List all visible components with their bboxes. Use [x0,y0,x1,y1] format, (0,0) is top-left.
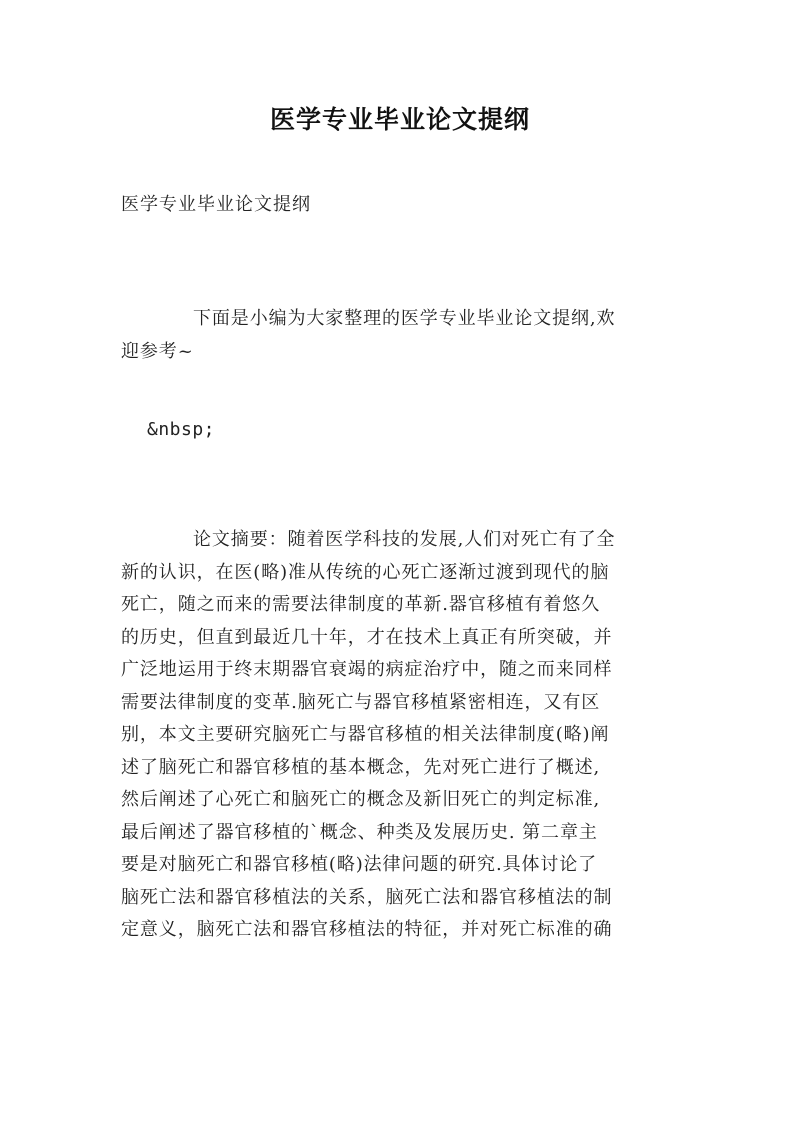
document-subtitle: 医学专业毕业论文提纲 [121,194,311,215]
abstract-line: 死亡，随之而来的需要法律制度的革新.器官移植有着悠久 [121,594,601,615]
abstract-line: 别，本文主要研究脑死亡与器官移植的相关法律制度(略)阐 [121,724,610,745]
abstract-line: 要是对脑死亡和器官移植(略)法律问题的研究.具体讨论了 [121,854,598,875]
abstract-line: 论文摘要：随着医学科技的发展,人们对死亡有了全 [193,529,616,550]
intro-line: 迎参考~ [121,340,194,362]
abstract-line: 定意义，脑死亡法和器官移植法的特征，并对死亡标准的确 [121,919,613,940]
abstract-line: 新的认识，在医(略)准从传统的心死亡逐渐过渡到现代的脑 [121,561,610,583]
document-title: 医学专业毕业论文提纲 [269,105,530,134]
abstract-line: 脑死亡法和器官移植法的关系，脑死亡法和器官移植法的制 [121,886,613,908]
abstract-line: 然后阐述了心死亡和脑死亡的概念及新旧死亡的判定标准, [121,789,601,810]
intro-line: 下面是小编为大家整理的医学专业毕业论文提纲,欢 [193,308,616,329]
abstract-line: 需要法律制度的变革.脑死亡与器官移植紧密相连，又有区 [121,691,601,713]
intro-paragraph [121,303,681,368]
abstract-paragraph [121,524,681,947]
abstract-line: 述了脑死亡和器官移植的基本概念，先对死亡进行了概述, [121,756,601,778]
abstract-line: 广泛地运用于终末期器官衰竭的病症治疗中，随之而来同样 [121,659,613,680]
nbsp-text: &nbsp; [147,419,216,440]
abstract-line: 最后阐述了器官移植的`概念、种类及发展历史. 第二章主 [121,821,598,843]
abstract-line: 的历史，但直到最近几十年，才在技术上真正有所突破，并 [121,626,613,648]
